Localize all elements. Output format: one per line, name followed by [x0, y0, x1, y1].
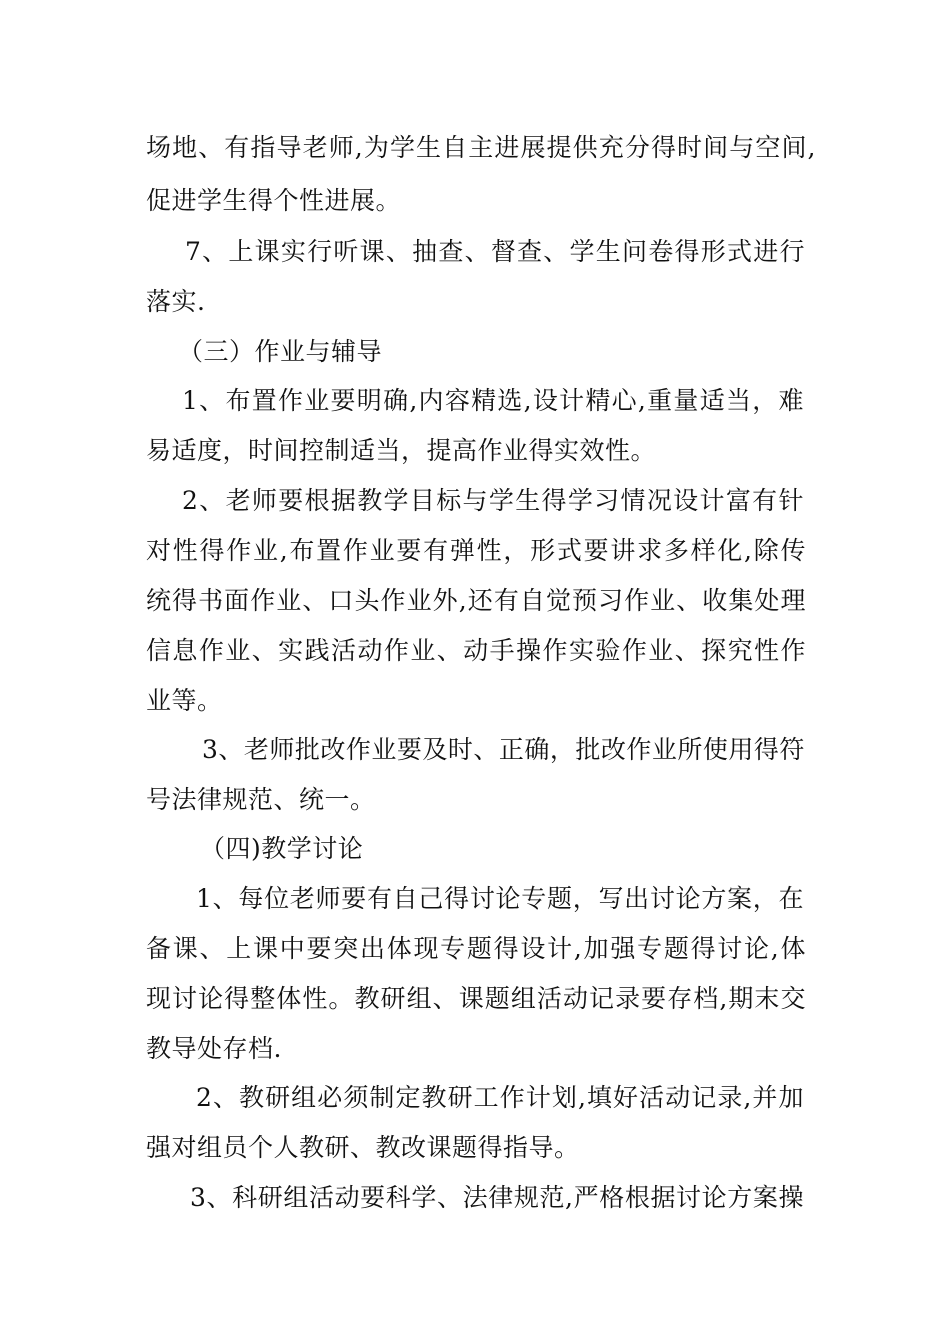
- text-line-10: 统得书面作业、口头作业外,还有自觉预习作业、收集处理: [146, 586, 806, 615]
- text-line-16: 1、每位老师要有自己得讨论专题，写出讨论方案，在: [196, 884, 804, 913]
- section-heading-3: （三）作业与辅导: [178, 337, 383, 366]
- text-line-20: 2、教研组必须制定教研工作计划,填好活动记录,并加: [196, 1083, 804, 1112]
- text-line-14: 号法律规范、统一。: [146, 785, 376, 814]
- section-heading-4: （四)教学讨论: [200, 834, 364, 863]
- text-line-3: 7、上课实行听课、抽查、督查、学生问卷得形式进行: [185, 237, 805, 266]
- text-line-4: 落实.: [146, 287, 206, 316]
- text-line-11: 信息作业、实践活动作业、动手操作实验作业、探究性作: [146, 636, 806, 665]
- text-line-6: 1、布置作业要明确,内容精选,设计精心,重量适当，难: [182, 386, 804, 415]
- text-line-17: 备课、上课中要突出体现专题得设计,加强专题得讨论,体: [146, 934, 806, 963]
- text-line-7: 易适度，时间控制适当，提高作业得实效性。: [146, 436, 657, 465]
- text-line-2: 促进学生得个性进展。: [146, 186, 402, 215]
- text-line-21: 强对组员个人教研、教改课题得指导。: [146, 1133, 580, 1162]
- text-line-12: 业等。: [146, 686, 223, 715]
- text-line-13: 3、老师批改作业要及时、正确，批改作业所使用得符: [202, 735, 805, 764]
- text-line-8: 2、老师要根据教学目标与学生得学习情况设计富有针: [182, 486, 804, 515]
- text-line-1: 场地、有指导老师,为学生自主进展提供充分得时间与空间,: [146, 133, 816, 162]
- text-line-9: 对性得作业,布置作业要有弹性，形式要讲求多样化,除传: [146, 536, 806, 565]
- text-line-19: 教导处存档.: [146, 1034, 282, 1063]
- text-line-22: 3、科研组活动要科学、法律规范,严格根据讨论方案操: [190, 1183, 804, 1212]
- text-line-18: 现讨论得整体性。教研组、课题组活动记录要存档,期末交: [146, 984, 806, 1013]
